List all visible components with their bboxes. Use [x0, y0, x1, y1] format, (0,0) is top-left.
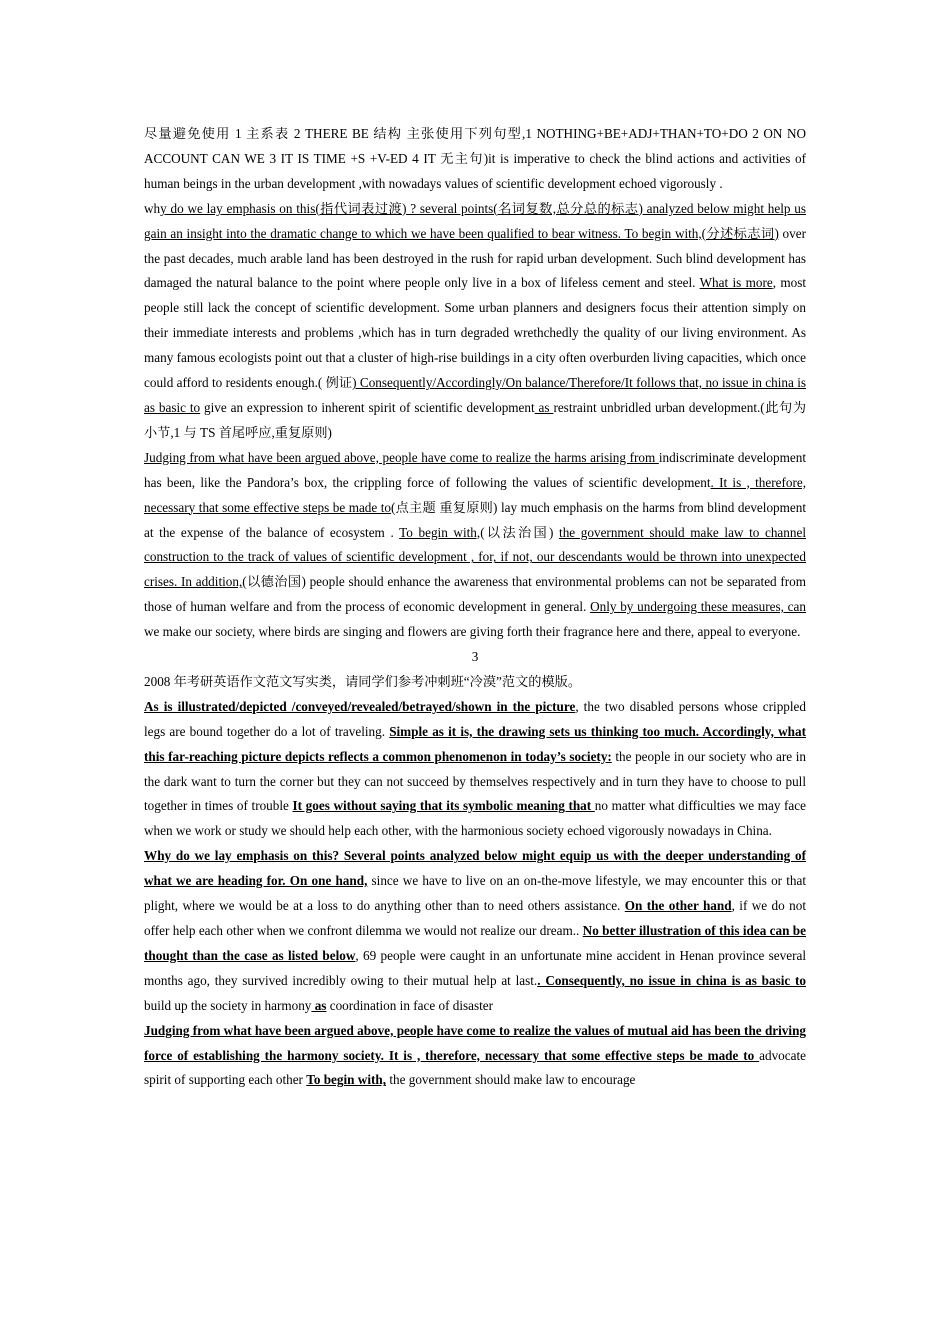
text-run: wh: [144, 200, 161, 216]
underlined-run: Judging from what have been argued above, people have come to realize the harms arising from: [144, 449, 659, 465]
paragraph-mutual-help-conclusion: [144, 1019, 806, 1094]
bold-underlined-run: Judging from what have been argued above, people have come to realize the values of mutual aid has been the driving force of establishing the harmony society. It is , therefore, necessary that some effective steps be made to: [144, 1022, 806, 1063]
underlined-run: Only by undergoing these measures, can: [590, 599, 806, 615]
paragraph-sentence-pattern-notes: [144, 122, 806, 197]
text-run: , most people still lack the concept of scientific development. Some urban planners and designers focus their attention simply on their immediate interests and problems ,which has in turn degraded wrethchedly the quality of our living environment. As many famous ecologists point out that a cluster of high-rise buildings in a city often overburden living capacities, which once could afford to residents enough.( 例证: [144, 275, 806, 391]
text-run: we make our society, where birds are singing and flowers are giving forth their fragrance here and there, appeal to everyone.: [144, 624, 801, 640]
text-run: , if we do not offer help each other when we confront dilemma we would not realize our dream..: [144, 898, 806, 938]
bold-underlined-run: . Consequently, no issue in china is as basic to: [537, 972, 806, 988]
bold-underlined-run: It goes without saying that its symbolic meaning that: [292, 798, 595, 814]
underlined-run: To begin with,: [399, 524, 481, 540]
text-run: advocate spirit of supporting each other: [144, 1047, 806, 1088]
underlined-run: y do we lay emphasis on this(指代词表过渡) ? several points(名词复数,总分总的标志) analyzed below might help us gain an insight into the dramatic change to which we have been qualified to bear witness. To begin with,(分述标志词): [144, 200, 806, 241]
text-run: (点主题 重复原则) lay much emphasis on the harms from blind development at the expense of the balance of ecosystem .: [144, 499, 806, 540]
text-run: , 69 people were caught in an unfortunate mine accident in Henan province several months ago, they survived incredibly owing to their mutual help at last.: [144, 947, 806, 988]
underlined-run: ) Consequently/Accordingly/On balance/Therefore/It follows that, no issue in china is as basic to: [144, 375, 807, 415]
text-run: the people in our society who are in the dark want to turn the corner but they can not succeed by themselves respectively and in turn they have to choose to pull together in times of trouble: [144, 748, 806, 814]
text-run: 尽量避免使用 1 主系表 2 THERE BE 结构 主张使用下列句型,1 NOTHING+BE+ADJ+THAN+TO+DO 2 ON NO ACCOUNT CAN WE 3 IT IS TIME +S +V-ED 4 IT 无主句)it is imperative to check the blind actions and activities of human beings in the urban development ,with nowadays values of scientific development echoed vigorously .: [144, 126, 806, 191]
text-run: indiscriminate development has been, like the Pandora’s box, the crippling force of following the values of scientific development: [144, 449, 806, 490]
paragraph-urban-development-conclusion: [144, 446, 806, 645]
paragraph-urban-development-body: [144, 197, 806, 446]
bold-underlined-run: No better illustration of this idea can be: [582, 923, 806, 938]
underlined-run: What is more: [699, 275, 773, 291]
text-run: give an expression to inherent spirit of scientific development: [200, 399, 535, 415]
paragraph-picture-description: [144, 695, 806, 844]
text-run: (以法治国): [480, 524, 560, 540]
text-run: restraint unbridled urban development.(此句为小节,1 与 TS 首尾呼应,重复原则): [144, 399, 807, 440]
paragraph-2008-intro: [144, 670, 806, 695]
document-page: [144, 122, 806, 1093]
text-run: the government should make law to encourage: [386, 1072, 636, 1088]
text-run: over the past decades, much arable land has been destroyed in the rush for rapid urban development. Such blind development has damaged the natural balance to the point where people only live in a box of lifeless cement and steel.: [144, 225, 806, 291]
underlined-run: . It is , therefore, necessary that some effective steps be made to: [144, 474, 806, 515]
text-run: 2008 年考研英语作文范文写实类，请同学们参考冲刺班“冷漠”范文的模版。: [144, 673, 582, 689]
underlined-run: the government should make law to channel construction to the track of values of scientific development , for, if not, our descendants would be thrown into unexpected crises. In addition,: [144, 524, 806, 590]
text-run: build up the society in harmony: [144, 997, 312, 1013]
text-run: since we have to live on an on-the-move lifestyle, we may encounter this or that plight, where we would be at a loss to do anything other than to need others assistance.: [144, 873, 806, 914]
bold-underlined-run: Simple as it is, the drawing sets us thinking too much. Accordingly, what this far-reaching picture depicts reflects a common phenomenon in today’s society:: [144, 723, 806, 764]
bold-underlined-run: Why do we lay emphasis on this? Several points analyzed below might equip us with the deeper understanding of what we are heading for. On one hand,: [144, 848, 806, 889]
text-run: no matter what difficulties we may face when we work or study we should help each other, with the harmonious society echoed vigorously nowadays in China.: [144, 798, 806, 839]
underlined-run: as: [534, 399, 554, 415]
bold-underlined-run: As is illustrated/depicted /conveyed/revealed/betrayed/shown in the picture: [144, 698, 576, 714]
bold-underlined-run: To begin with,: [306, 1072, 387, 1088]
bold-underlined-run: On the other hand: [624, 898, 732, 914]
bold-underlined-run: as: [311, 997, 327, 1013]
paragraph-mutual-help-body: [144, 844, 806, 1018]
bold-underlined-run: thought than the case as listed below: [144, 947, 356, 963]
text-run: (以德治国) people should enhance the awareness that environmental problems can not be separated from those of human welfare and from the process of economic development in general.: [144, 574, 806, 615]
page-number: 3: [471, 649, 479, 665]
text-run: coordination in face of disaster: [326, 997, 494, 1013]
text-run: , the two disabled persons whose crippled legs are bound together do a lot of traveling.: [144, 698, 806, 739]
